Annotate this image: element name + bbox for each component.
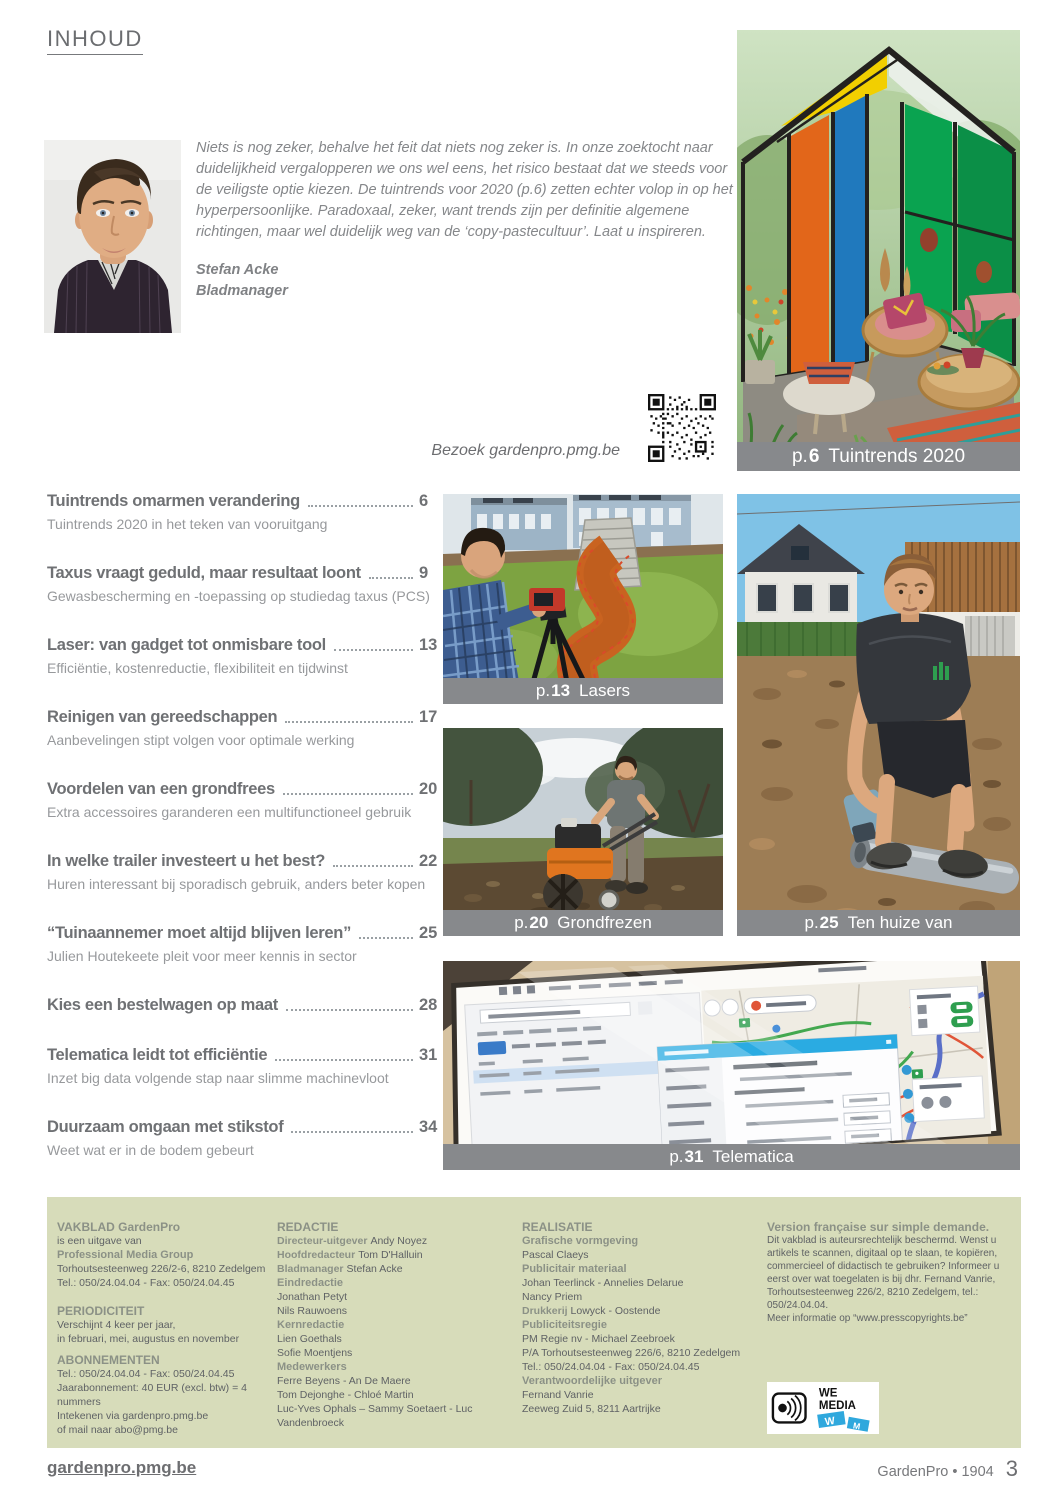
colophon-line <box>277 1360 517 1374</box>
caption-prefix: p. <box>535 681 551 700</box>
colophon-line-text: Torhoutsesteenweg 226/2-6, 8210 Zedelgem <box>57 1263 266 1275</box>
colophon-line-text: P/A Torhoutsesteenweg 226/6, 8210 Zedelgem <box>522 1347 741 1359</box>
toc-entry-subtitle: Tuintrends 2020 in het teken van vooruitgang <box>47 516 328 532</box>
toc-dotted-leader <box>308 505 413 507</box>
caption-prefix: p. <box>669 1147 684 1166</box>
we-media-text-media: MEDIA <box>819 1399 857 1412</box>
colophon-line <box>767 1220 1015 1234</box>
colophon-line-text: Jaarabonnement: 40 EUR (excl. btw) = 4 nummers <box>57 1382 247 1408</box>
colophon-line <box>57 1304 269 1318</box>
colophon-line <box>277 1374 517 1388</box>
qr-code <box>648 394 716 462</box>
feature-photo-tuintrends <box>737 30 1020 471</box>
colophon-line-label: Hoofdredacteur <box>277 1249 356 1261</box>
colophon-line <box>522 1360 762 1374</box>
colophon-line-text: Andy Noyez <box>370 1235 428 1247</box>
toc-entry-subtitle: Julien Houtekeete pleit voor meer kennis in sector <box>47 948 357 964</box>
colophon-line-text: Sofie Moentjens <box>277 1347 353 1359</box>
toc-entry[interactable] <box>47 922 447 966</box>
colophon-line <box>57 1290 269 1297</box>
caption-prefix: p. <box>514 913 529 932</box>
caption-label: Ten huize van <box>847 913 953 932</box>
colophon-line <box>522 1290 762 1304</box>
colophon-line <box>57 1381 269 1409</box>
colophon-line-text: PERIODICITEIT <box>57 1304 145 1318</box>
toc-dotted-leader <box>286 1009 413 1011</box>
colophon-line <box>57 1248 269 1262</box>
toc-entry[interactable] <box>47 562 447 606</box>
colophon-line-text: PM Regie nv - Michael Zeebroek <box>522 1333 675 1345</box>
colophon-column-redactie <box>277 1213 517 1430</box>
caption-label: Lasers <box>579 681 631 700</box>
colophon-line-text: Professional Media Group <box>57 1249 194 1261</box>
toc-entry-page: 22 <box>419 852 438 870</box>
colophon-line <box>277 1248 517 1262</box>
colophon-line <box>522 1388 762 1402</box>
we-media-letter-w: W <box>824 1414 837 1429</box>
toc-entry-title: Voordelen van een grondfrees <box>47 780 275 798</box>
grondfrezen-photo-illustration <box>443 728 723 936</box>
colophon-line <box>277 1276 517 1290</box>
colophon-line-text: Meer informatie op “www.presscopyrights.be” <box>767 1313 968 1324</box>
colophon-logos <box>767 1336 1015 1434</box>
colophon-line-text: Lowyck - Oostende <box>570 1305 661 1317</box>
feature-photo-tenhuize <box>737 494 1020 936</box>
toc-entry-title: Reinigen van gereedschappen <box>47 708 278 726</box>
toc-entry-subtitle: Efficiëntie, kostenreductie, flexibiliteit en tijdwinst <box>47 660 348 676</box>
toc-dotted-leader <box>283 793 413 795</box>
toc-entry[interactable] <box>47 1116 447 1160</box>
qr-code-graphic <box>648 394 716 462</box>
colophon-line <box>57 1318 269 1332</box>
toc-entry[interactable] <box>47 850 447 894</box>
toc-dotted-leader <box>334 649 413 651</box>
colophon-line <box>522 1248 762 1262</box>
toc-entry-page: 9 <box>419 564 429 582</box>
caption-label: Telematica <box>712 1147 794 1166</box>
colophon-line <box>57 1332 269 1346</box>
colophon-line <box>522 1402 762 1416</box>
toc-entry[interactable] <box>47 706 447 750</box>
colophon-line <box>277 1234 517 1248</box>
feature-caption-grondfrezen <box>443 910 723 936</box>
colophon-line-text: Eindredactie <box>277 1277 344 1289</box>
toc-entry-subtitle: Extra accessoires garanderen een multifunctioneel gebruik <box>47 804 412 820</box>
colophon-line <box>522 1262 762 1276</box>
colophon-line <box>522 1318 762 1332</box>
colophon-line <box>522 1304 762 1318</box>
greenhouse-photo-illustration <box>737 30 1020 471</box>
colophon-panel <box>47 1197 1021 1448</box>
qr-caption: Bezoek gardenpro.pmg.be <box>431 442 620 459</box>
colophon-line-text: Zeeweg Zuid 5, 8211 Aartrijke <box>522 1403 661 1415</box>
toc-entry[interactable] <box>47 490 447 534</box>
portrait-illustration <box>44 140 181 333</box>
toc-dotted-leader <box>333 865 413 867</box>
colophon-line <box>277 1290 517 1304</box>
colophon-line <box>277 1318 517 1332</box>
toc-entry-title: In welke trailer investeert u het best? <box>47 852 326 870</box>
toc-entry-subtitle: Inzet big data volgende stap naar slimme machinevloot <box>47 1070 389 1086</box>
toc-list <box>47 490 447 1188</box>
colophon-line <box>522 1276 762 1290</box>
feature-caption-tenhuize <box>737 910 1020 936</box>
colophon-line-text: VAKBLAD GardenPro <box>57 1220 181 1234</box>
we-media-text-we: WE <box>819 1387 838 1400</box>
colophon-line-text: Jonathan Petyt <box>277 1291 348 1303</box>
toc-entry-subtitle: Huren interessant bij sporadisch gebruik, anders beter kopen <box>47 876 426 892</box>
caption-label: Tuintrends 2020 <box>828 445 966 467</box>
colophon-line-text: in februari, mei, augustus en november <box>57 1333 240 1345</box>
website-link[interactable]: gardenpro.pmg.be <box>47 1458 197 1477</box>
toc-entry-subtitle: Aanbevelingen stipt volgen voor optimale werking <box>47 732 355 748</box>
colophon-line <box>57 1353 269 1367</box>
colophon-line <box>57 1262 269 1276</box>
colophon-line-label: Drukkerij <box>522 1305 568 1317</box>
toc-entry-title: Kies een bestelwagen op maat <box>47 996 278 1014</box>
tenhuize-photo-illustration <box>737 494 1020 936</box>
colophon-line-text: Version française sur simple demande. <box>767 1220 990 1234</box>
colophon-column-copyright <box>767 1213 1015 1325</box>
colophon-line-text: Grafische vormgeving <box>522 1235 639 1247</box>
colophon-line-text: Ferre Beyens - An De Maere <box>277 1375 411 1387</box>
we-media-logo <box>817 1383 875 1433</box>
colophon-line <box>57 1423 269 1437</box>
colophon-line-text: Fernand Vanrie <box>522 1389 594 1401</box>
colophon-line <box>277 1262 517 1276</box>
colophon-line <box>277 1388 517 1402</box>
issue-info <box>877 1456 1018 1482</box>
colophon-line-label: Directeur-uitgever <box>277 1235 368 1247</box>
toc-entry-title: Taxus vraagt geduld, maar resultaat loont <box>47 564 361 582</box>
toc-entry-title: Telematica leidt tot efficiëntie <box>47 1046 268 1064</box>
colophon-line <box>522 1374 762 1388</box>
toc-dotted-leader <box>369 577 413 579</box>
colophon-line <box>57 1234 269 1248</box>
toc-entry[interactable] <box>47 994 447 1016</box>
colophon-line <box>767 1312 1015 1325</box>
feature-photo-lasers <box>443 494 723 704</box>
toc-dotted-leader <box>291 1131 413 1133</box>
colophon-line-text: Publicitair materiaal <box>522 1263 627 1275</box>
editor-name: Stefan Acke <box>196 262 279 278</box>
caption-prefix: p. <box>791 445 808 467</box>
colophon-line-label: Bladmanager <box>277 1263 344 1275</box>
colophon-line-text: Kernredactie <box>277 1319 345 1331</box>
colophon-line-text: Tom Dejonghe - Chloé Martin <box>277 1389 414 1401</box>
toc-entry-page: 34 <box>419 1118 438 1136</box>
caption-label: Grondfrezen <box>557 913 652 932</box>
toc-entry-title: “Tuinaannemer moet altijd blijven leren” <box>47 924 352 942</box>
toc-entry[interactable] <box>47 634 447 678</box>
editorial-intro <box>196 138 744 302</box>
toc-dotted-leader <box>275 1059 413 1061</box>
colophon-line-text: Lien Goethals <box>277 1333 342 1345</box>
colophon-column-publisher <box>57 1213 269 1437</box>
colophon-line-text: Johan Teerlinck - Annelies Delarue <box>522 1277 684 1289</box>
lasers-photo-illustration <box>443 494 723 704</box>
toc-entry-page: 31 <box>419 1046 438 1064</box>
reprography-icon <box>771 1389 807 1427</box>
colophon-line <box>277 1346 517 1360</box>
colophon-line <box>522 1332 762 1346</box>
colophon-line-text: Nils Rauwoens <box>277 1305 348 1317</box>
toc-entry-page: 13 <box>419 636 438 654</box>
colophon-line-text: Tom D'Halluin <box>358 1249 423 1261</box>
colophon-line-text: Verschijnt 4 keer per jaar, <box>57 1319 176 1331</box>
colophon-line-text: Stefan Acke <box>346 1263 403 1275</box>
toc-entry-title: Duurzaam omgaan met stikstof <box>47 1118 284 1136</box>
colophon-line <box>57 1220 269 1234</box>
feature-caption-tuintrends <box>737 442 1020 471</box>
page-number: 3 <box>1005 1456 1018 1481</box>
colophon-line-text: ABONNEMENTEN <box>57 1353 160 1367</box>
colophon-line-text: Tel.: 050/24.04.04 - Fax: 050/24.04.45 <box>57 1277 235 1289</box>
toc-entry[interactable] <box>47 778 447 822</box>
colophon-line-text: Luc-Yves Ophals – Sammy Soetaert - Luc Vandenbroeck <box>277 1403 473 1429</box>
toc-dotted-leader <box>359 937 413 939</box>
toc-entry-title: Laser: van gadget tot onmisbare tool <box>47 636 326 654</box>
toc-entry[interactable] <box>47 1044 447 1088</box>
colophon-line-text: Tel.: 050/24.04.04 - Fax: 050/24.04.45 <box>522 1361 700 1373</box>
colophon-line-text: Intekenen via gardenpro.pmg.be <box>57 1410 209 1422</box>
colophon-line-text: Medewerkers <box>277 1361 347 1373</box>
colophon-line <box>57 1409 269 1423</box>
feature-caption-lasers <box>443 678 723 704</box>
colophon-line <box>57 1276 269 1290</box>
colophon-line <box>277 1304 517 1318</box>
colophon-line-text: Verantwoordelijke uitgever <box>522 1375 662 1387</box>
colophon-line <box>57 1367 269 1381</box>
caption-page-number: 13 <box>551 681 571 700</box>
toc-entry-title: Tuintrends omarmen verandering <box>47 492 300 510</box>
editor-portrait-photo <box>44 140 181 333</box>
toc-entry-page: 25 <box>419 924 438 942</box>
colophon-line-text: Tel.: 050/24.04.04 - Fax: 050/24.04.45 <box>57 1368 235 1380</box>
colophon-line <box>767 1234 1015 1312</box>
caption-page-number: 20 <box>529 913 549 932</box>
colophon-column-realisatie <box>522 1213 762 1416</box>
toc-entry-page: 20 <box>419 780 438 798</box>
colophon-line <box>522 1234 762 1248</box>
editorial-text: Niets is nog zeker, behalve het feit dat niets nog zeker is. In onze zoektocht naar duidelijkheid vergalopperen we ons wel eens, het risico bestaat dat we steeds voor de veiligste optie kiezen. De tuintrends voor 2020 (p.6) zetten echter volop in op het hyperpersoonlijke. Paradoxaal, zeker, want trends zijn per definitie algemene richtingen, maar wel duidelijk weg van de ‘copy-pastecultuur’. Laat u inspireren. <box>196 140 733 240</box>
caption-prefix: p. <box>804 913 819 932</box>
we-media-letter-m: M <box>852 1420 862 1432</box>
toc-entry-page: 6 <box>419 492 429 510</box>
colophon-line <box>277 1402 517 1430</box>
colophon-line-text: is een uitgave van <box>57 1235 142 1247</box>
feature-photo-grondfrezen <box>443 728 723 936</box>
colophon-line-text: Nancy Priem <box>522 1291 583 1303</box>
page-title: INHOUD <box>47 26 143 55</box>
caption-page-number: 25 <box>819 913 839 932</box>
colophon-line-text: Pascal Claeys <box>522 1249 589 1261</box>
editor-role: Bladmanager <box>196 283 288 299</box>
caption-page-number: 6 <box>808 445 820 467</box>
colophon-line <box>277 1220 517 1234</box>
colophon-line-text: REALISATIE <box>522 1220 593 1234</box>
caption-page-number: 31 <box>684 1147 704 1166</box>
toc-dotted-leader <box>285 721 413 723</box>
toc-entry-subtitle: Weet wat er in de bodem gebeurt <box>47 1142 254 1158</box>
colophon-line-text: Dit vakblad is auteursrechtelijk beschermd. Wenst u artikels te scannen, digitaal op te slaan, te kopiëren, commercieel of didactisch te gebruiken? Informeer u eerst over wat toegelaten is bij dhr. Fernand Vanrie, Torhoutsesteenweg 226/2, 8210 Zedelgem, tel.: 050/24.04.04. <box>767 1235 1000 1311</box>
colophon-line <box>522 1346 762 1360</box>
feature-photo-telematica <box>443 961 1020 1170</box>
colophon-line-text: Publiciteitsregie <box>522 1319 607 1331</box>
toc-entry-page: 17 <box>419 708 438 726</box>
toc-entry-subtitle: Gewasbescherming en -toepassing op studiedag taxus (PCS) <box>47 588 430 604</box>
issue-label: GardenPro • 1904 <box>877 1464 994 1480</box>
toc-entry-page: 28 <box>419 996 438 1014</box>
colophon-line <box>277 1332 517 1346</box>
colophon-line-text: REDACTIE <box>277 1220 339 1234</box>
telematica-photo-illustration <box>443 961 1020 1170</box>
colophon-line-text: of mail naar abo@pmg.be <box>57 1424 178 1436</box>
feature-caption-telematica <box>443 1144 1020 1170</box>
colophon-line <box>522 1220 762 1234</box>
